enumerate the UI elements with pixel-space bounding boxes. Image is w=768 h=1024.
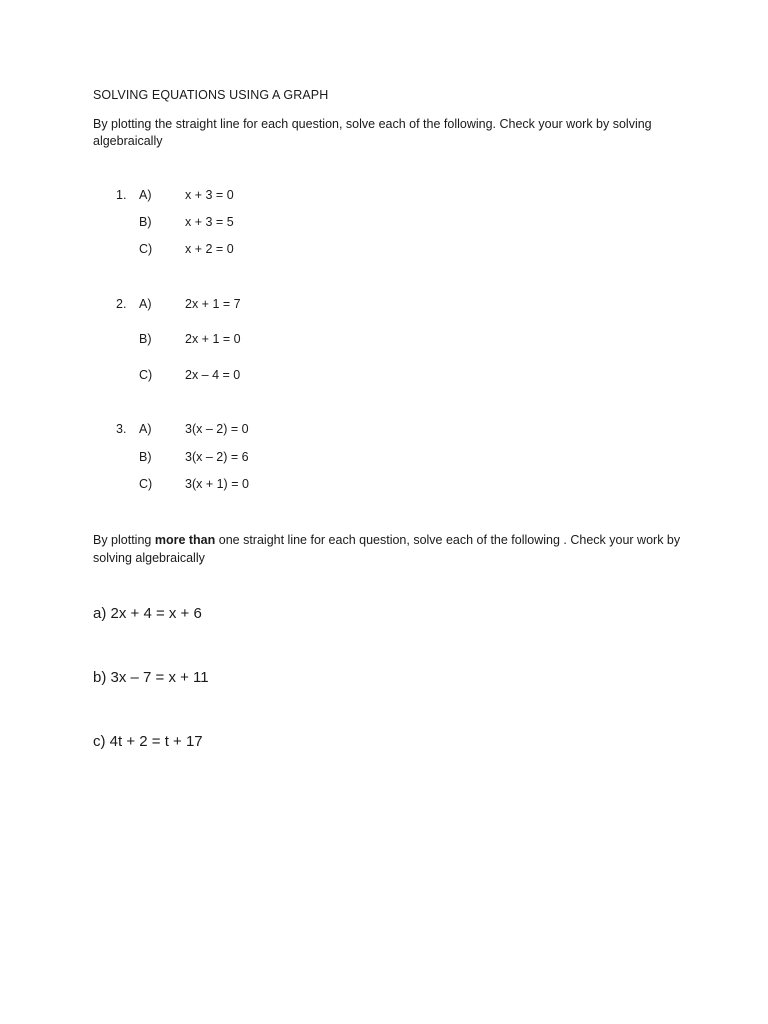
second-instructions-start: By plotting xyxy=(93,533,155,547)
question-3-part-b-label: B) xyxy=(139,450,152,464)
question-2-number: 2. xyxy=(116,297,127,311)
question-1-part-b-equation: x + 3 = 5 xyxy=(185,215,234,229)
question-2-part-b-label: B) xyxy=(139,332,152,346)
question-2-part-a-equation: 2x + 1 = 7 xyxy=(185,297,241,311)
question-3-part-a-equation: 3(x – 2) = 0 xyxy=(185,422,249,436)
second-instructions-paragraph xyxy=(93,531,683,567)
equation-c: c) 4t + 2 = t + 17 xyxy=(93,733,203,750)
equation-b: b) 3x – 7 = x + 11 xyxy=(93,669,209,686)
question-2-part-b-equation: 2x + 1 = 0 xyxy=(185,332,241,346)
equation-a: a) 2x + 4 = x + 6 xyxy=(93,605,202,622)
question-3-part-c-equation: 3(x + 1) = 0 xyxy=(185,477,249,491)
question-1-number: 1. xyxy=(116,188,127,202)
page-title: SOLVING EQUATIONS USING A GRAPH xyxy=(93,88,329,102)
question-1-part-c-label: C) xyxy=(139,242,153,256)
question-2-part-c-label: C) xyxy=(139,368,153,382)
instructions-paragraph: By plotting the straight line for each question, solve each of the following. Check your work by solving algebraically xyxy=(93,117,652,148)
question-2-part-a-label: A) xyxy=(139,297,152,311)
question-3-part-c-label: C) xyxy=(139,477,153,491)
question-3-part-a-label: A) xyxy=(139,422,152,436)
question-2-part-c-equation: 2x – 4 = 0 xyxy=(185,368,241,382)
question-3-number: 3. xyxy=(116,422,127,436)
question-1-part-a-label: A) xyxy=(139,188,152,202)
question-1-part-b-label: B) xyxy=(139,215,152,229)
question-1-part-c-equation: x + 2 = 0 xyxy=(185,242,234,256)
question-3-part-b-equation: 3(x – 2) = 6 xyxy=(185,450,249,464)
second-instructions-emphasis: more than xyxy=(154,533,216,547)
question-1-part-a-equation: x + 3 = 0 xyxy=(185,188,234,202)
second-instructions-end: one straight line for each question, solve each of the following . Check your work by solving algebraically xyxy=(93,533,681,565)
